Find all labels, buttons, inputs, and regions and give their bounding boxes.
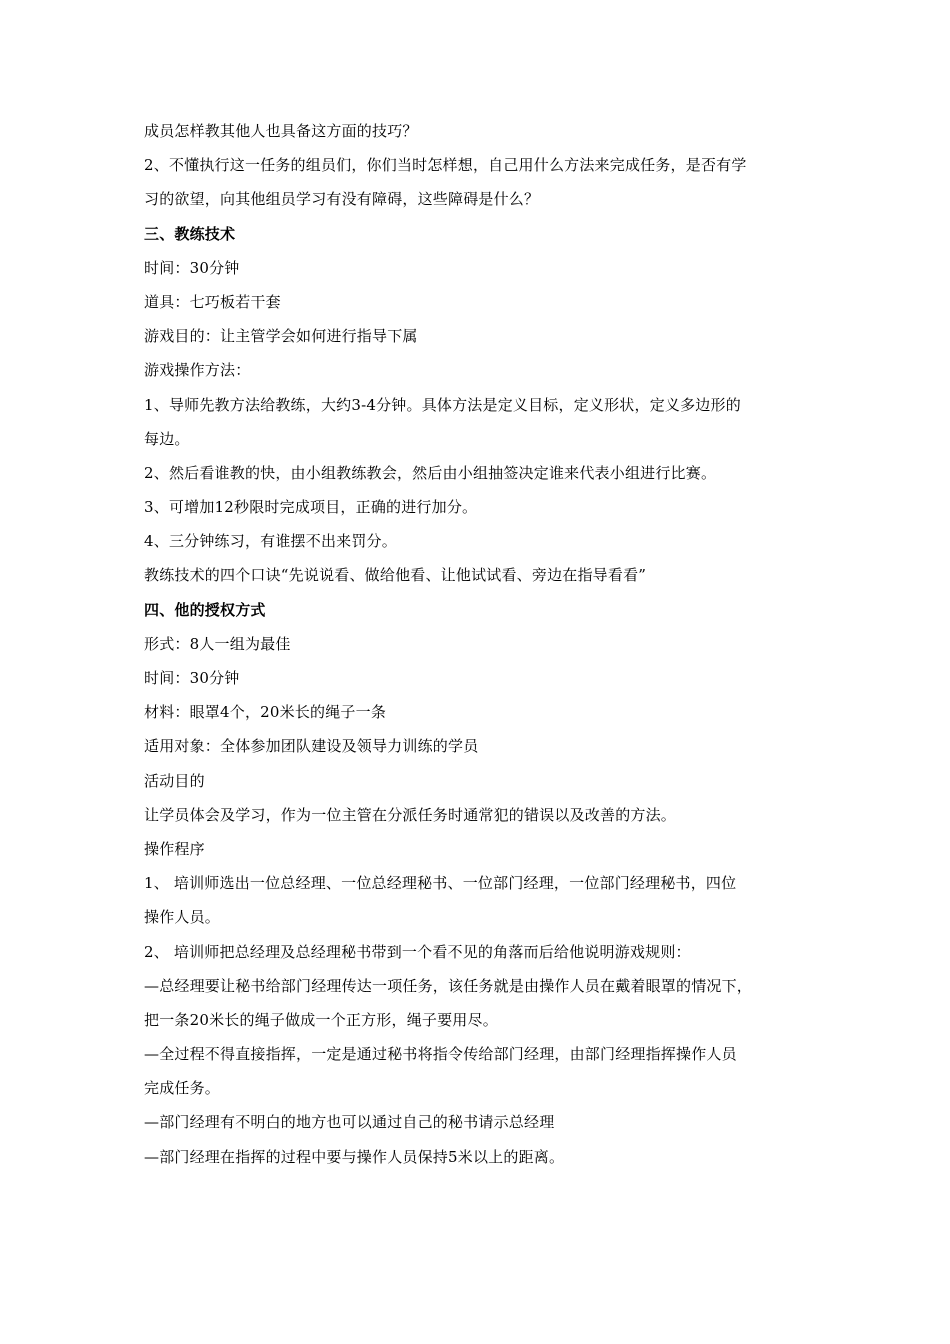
- text-line: 1、 培训师选出一位总经理、一位总经理秘书、一位部门经理，一位部门经理秘书，四位: [144, 874, 737, 893]
- text-line: 4、三分钟练习，有谁摆不出来罚分。: [144, 532, 397, 551]
- text-line: 时间：30分钟: [144, 258, 240, 277]
- document-body: [144, 114, 824, 1174]
- text-line: 2、 培训师把总经理及总经理秘书带到一个看不见的角落而后给他说明游戏规则：: [144, 942, 691, 961]
- text-line: —总经理要让秘书给部门经理传达一项任务，该任务就是由操作人员在戴着眼罩的情况下，: [144, 976, 753, 995]
- text-line: —全过程不得直接指挥，一定是通过秘书将指令传给部门经理，由部门经理指挥操作人员: [144, 1045, 737, 1064]
- text-line: 成员怎样教其他人也具备这方面的技巧？: [144, 122, 418, 140]
- text-line: 操作程序: [144, 839, 205, 858]
- text-line: 让学员体会及学习，作为一位主管在分派任务时通常犯的错误以及改善的方法。: [144, 805, 677, 824]
- text-line: 每边。: [144, 429, 190, 448]
- text-line: 习的欲望，向其他组员学习有没有障碍，这些障碍是什么？: [144, 190, 540, 209]
- text-line: 教练技术的四个口诀“先说说看、做给他看、让他试试看、旁边在指导看看”: [144, 566, 647, 585]
- section-heading-4: 四、他的授权方式: [144, 600, 266, 619]
- text-line: 3、可增加12秒限时完成项目，正确的进行加分。: [144, 498, 478, 517]
- text-line: 活动目的: [144, 771, 205, 790]
- text-line: 游戏操作方法：: [144, 361, 251, 380]
- text-line: —部门经理有不明白的地方也可以通过自己的秘书请示总经理: [144, 1113, 555, 1132]
- text-line: 时间：30分钟: [144, 669, 240, 687]
- text-line: 操作人员。: [144, 908, 221, 927]
- text-line: 游戏目的：让主管学会如何进行指导下属: [144, 327, 418, 346]
- text-line: 道具：七巧板若干套: [144, 292, 281, 311]
- section-heading-3: 三、教练技术: [144, 224, 236, 243]
- text-line: 材料：眼罩4个，20米长的绳子一条: [144, 703, 387, 722]
- text-line: 2、然后看谁教的快，由小组教练教会，然后由小组抽签决定谁来代表小组进行比赛。: [144, 463, 717, 482]
- text-line: 形式：8人一组为最佳: [144, 634, 291, 653]
- text-line: 把一条20米长的绳子做成一个正方形，绳子要用尽。: [144, 1010, 498, 1029]
- text-line: 适用对象：全体参加团队建设及领导力训练的学员: [144, 737, 479, 756]
- text-line: 1、导师先教方法给教练，大约3-4分钟。具体方法是定义目标，定义形状，定义多边形的: [144, 395, 741, 414]
- text-line: 2、不懂执行这一任务的组员们，你们当时怎样想，自己用什么方法来完成任务，是否有学: [144, 156, 747, 175]
- text-line: 完成任务。: [144, 1079, 221, 1098]
- text-line: —部门经理在指挥的过程中要与操作人员保持5米以上的距离。: [144, 1147, 565, 1166]
